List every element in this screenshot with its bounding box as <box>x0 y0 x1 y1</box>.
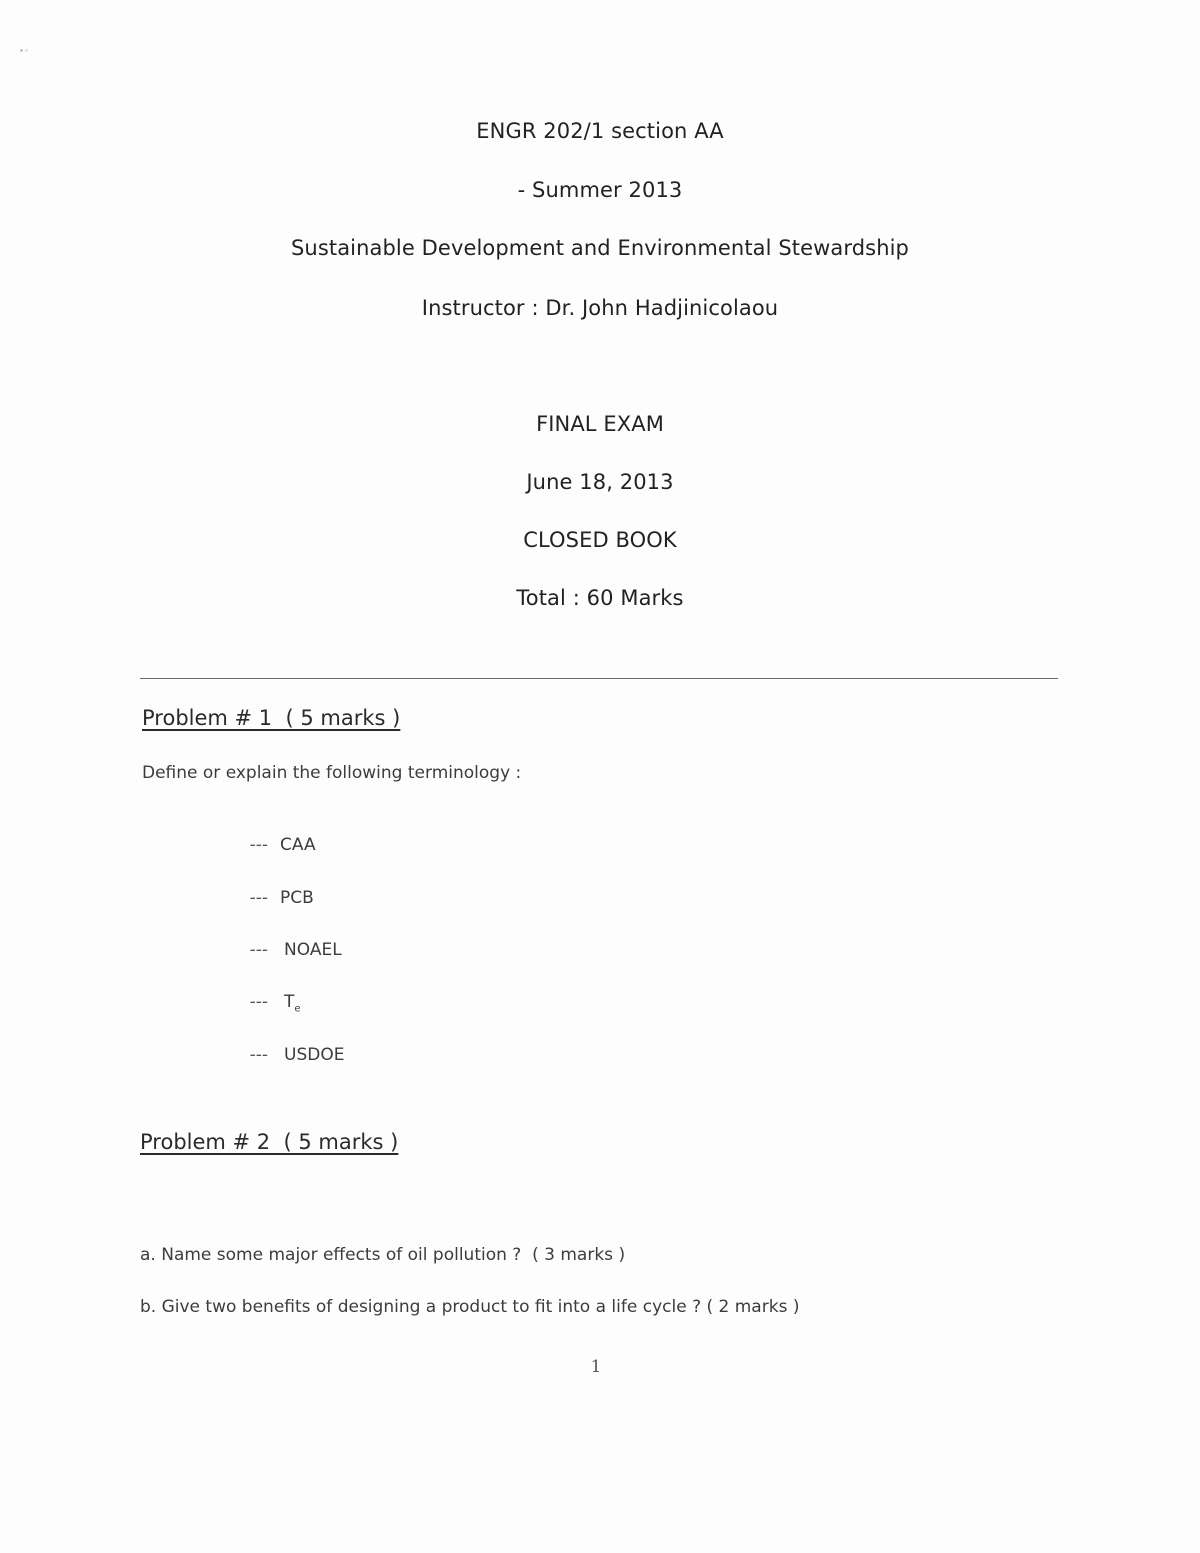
term-dash: --- <box>249 1045 269 1065</box>
term-dash: --- <box>249 835 269 855</box>
problem-2-part-a: a. Name some major effects of oil pollution ? ( 3 marks ) <box>140 1245 626 1265</box>
exam-date: June 18, 2013 <box>526 470 674 494</box>
term-dash: --- <box>249 992 269 1012</box>
problem-1-instruction: Define or explain the following terminology : <box>142 763 522 783</box>
scan-artifact: ▪ ▫ <box>20 46 28 55</box>
page-number: 1 <box>590 1357 602 1377</box>
divider <box>140 678 1058 679</box>
problem-2-part-b: b. Give two benefits of designing a product to fit into a life cycle ? ( 2 marks ) <box>140 1297 800 1317</box>
term-label: T <box>284 992 295 1012</box>
course-title: Sustainable Development and Environmental Stewardship <box>291 236 909 260</box>
term-label: NOAEL <box>284 940 342 960</box>
term-item <box>228 920 342 980</box>
term-label: PCB <box>280 888 314 908</box>
instructor: Instructor : Dr. John Hadjinicolaou <box>421 296 779 320</box>
term-label: CAA <box>280 835 316 855</box>
exam-type: FINAL EXAM <box>536 412 664 436</box>
total-marks: Total : 60 Marks <box>516 586 684 610</box>
term-item <box>228 868 314 928</box>
term-dash: --- <box>249 940 269 960</box>
term-subscript: e <box>294 1003 301 1015</box>
problem-2-heading: Problem # 2 ( 5 marks ) <box>140 1130 399 1154</box>
problem-1-heading: Problem # 1 ( 5 marks ) <box>142 706 401 730</box>
term-item <box>228 1025 344 1085</box>
term-dash: --- <box>249 888 269 908</box>
term-item <box>228 815 316 875</box>
course-code: ENGR 202/1 section AA <box>476 119 724 143</box>
term: - Summer 2013 <box>517 178 683 202</box>
term-label: USDOE <box>284 1045 345 1065</box>
book-policy: CLOSED BOOK <box>523 528 677 552</box>
